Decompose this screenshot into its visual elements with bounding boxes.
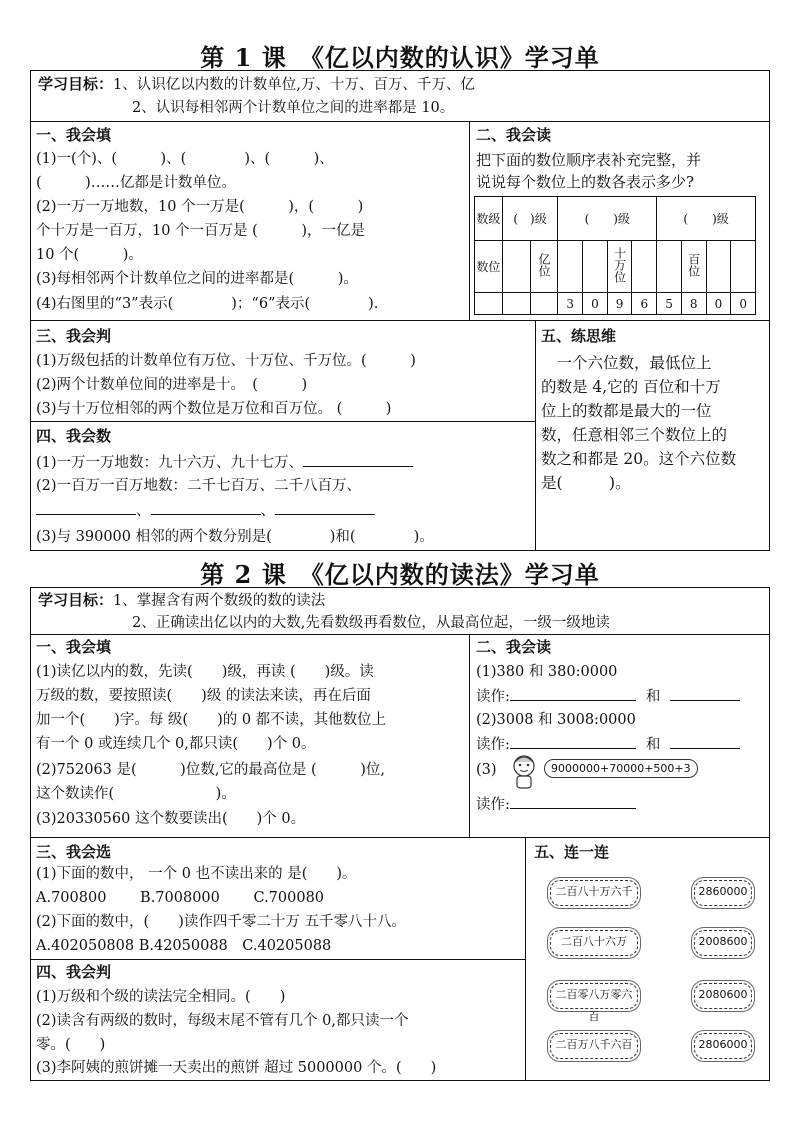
answer-blank[interactable] (670, 686, 740, 701)
row-label-place: 数位 (475, 241, 503, 293)
connect-right-card[interactable]: 2080600 (694, 983, 752, 1009)
answer-blank[interactable] (151, 500, 261, 515)
lesson2-judge-heading: 四、我会判 (36, 963, 112, 981)
judge-line: 零。( ) (36, 1037, 106, 1053)
read-label: 读作: (476, 797, 510, 813)
digit-cell: 0 (731, 293, 756, 315)
connect-left-card[interactable]: 二百八十万六千 (550, 880, 638, 906)
lesson1-fill-heading: 一、我会填 (36, 126, 112, 144)
digit-cell (502, 293, 530, 315)
lesson1-title: 第 1 课 《亿以内数的认识》学习单 (200, 43, 600, 72)
count-line-4: (3)与 390000 相邻的两个数分别是( )和( )。 (36, 529, 434, 545)
and-label: 和 (645, 689, 661, 705)
judge-line: (3)李阿姨的煎饼摊一天卖出的煎饼 超过 5000000 个。( ) (36, 1060, 437, 1076)
digit-cell: 8 (681, 293, 706, 315)
connect-left-card[interactable]: 二百八十六万 (550, 930, 638, 956)
judge-line: (2)两个计数单位间的进率是十。 ( ) (36, 377, 308, 393)
lesson2-title: 第 2 课 《亿以内数的读法》学习单 (200, 560, 600, 589)
read-label: 读作: (476, 689, 510, 705)
math-bubble: 9000000+70000+500+3 (544, 759, 698, 778)
answer-blank[interactable] (510, 734, 636, 749)
child-cartoon-icon (506, 752, 542, 790)
judge-line: (1)万级包括的计数单位有万位、十万位、千万位。( ) (36, 353, 416, 369)
place-cell (632, 241, 657, 293)
connect-right-card[interactable]: 2806000 (694, 1033, 752, 1059)
place-cell (706, 241, 731, 293)
fill-line: 个十万是一百万，10 个一百万是 ( )，一亿是 (36, 223, 365, 239)
count-line-2: (2)一百万一百万地数：二千七百万、二千八百万、 (36, 478, 362, 494)
place-shiwan: 十万位 (612, 247, 627, 283)
place-cell (731, 241, 756, 293)
goal-label: 学习目标： (38, 591, 114, 609)
think-line: 位上的数都是最大的一位 (541, 402, 712, 420)
lesson2-fill-heading: 一、我会填 (36, 638, 112, 656)
answer-blank[interactable] (36, 500, 136, 515)
place-bai: 百位 (686, 253, 701, 277)
read-intro-2: 说说每个数位上的数各表示多少? (476, 173, 695, 191)
place-cell (502, 241, 530, 293)
fill-line: 这个数读作( )。 (36, 786, 236, 802)
goal-1: 1、掌握含有两个数级的数的读法 (113, 593, 326, 609)
separator: 、 (260, 503, 275, 519)
and-label: 和 (645, 737, 661, 753)
lesson2-read-heading: 二、我会读 (476, 638, 552, 656)
place-yi: 亿位 (536, 253, 551, 277)
fill-line: (1)一(个)、( )、( )、( )、 (36, 151, 334, 167)
read-intro-1: 把下面的数位顺序表补充完整，并 (476, 151, 702, 169)
count-line-1 (36, 452, 413, 473)
think-line: 的数是 4,它的 百位和十万 (541, 378, 721, 396)
fill-line: (3)20330560 这个数要读出( )个 0。 (36, 811, 306, 827)
digit-cell: 6 (632, 293, 657, 315)
goal-2: 2、正确读出亿以内的大数,先看数级再看数位，从最高位起，一级一级地读 (132, 615, 610, 631)
goal-label: 学习目标： (38, 75, 114, 93)
read-answer-1 (476, 686, 740, 707)
digit-cell: 0 (583, 293, 608, 315)
level-cell: ( )级 (502, 197, 558, 241)
digit-cell (475, 293, 503, 315)
fill-line: 加一个( )字。每 级( )的 0 都不读，其他数位上 (36, 712, 387, 728)
fill-line: ( )……亿都是计数单位。 (36, 175, 236, 191)
place-cell (681, 241, 706, 293)
fill-line: (2)一万一万地数，10 个一万是( )，( ) (36, 199, 364, 215)
place-cell (583, 241, 608, 293)
fill-line: (3)每相邻两个计数单位之间的进率都是( )。 (36, 271, 358, 287)
digit-cell (530, 293, 558, 315)
read-line-3: (3) (476, 762, 497, 778)
lesson1-read-heading: 二、我会读 (476, 126, 552, 144)
answer-blank[interactable] (303, 452, 413, 467)
judge-line: (1)万级和个级的读法完全相同。( ) (36, 989, 286, 1005)
count-line-3 (36, 500, 375, 521)
goal-2: 2、认识每相邻两个计数单位之间的进率都是 10。 (132, 100, 455, 116)
place-cell (657, 241, 682, 293)
answer-blank[interactable] (670, 734, 740, 749)
answer-blank[interactable] (510, 794, 636, 809)
answer-blank[interactable] (275, 500, 375, 515)
fill-line: (4)右图里的“3”表示( )；“6”表示( ). (36, 296, 379, 312)
read-line-1: (1)380 和 380:0000 (476, 664, 618, 680)
lesson1-think-heading: 五、练思维 (541, 327, 617, 345)
lesson1-count-heading: 四、我会数 (36, 427, 112, 445)
connect-left-card[interactable]: 二百万八千六百 (550, 1033, 638, 1059)
place-value-table (474, 196, 756, 315)
think-line: 是( )。 (541, 474, 631, 492)
judge-line: (2)读含有两级的数时，每级末尾不管有几个 0,都只读一个 (36, 1013, 409, 1029)
choose-line: A.700800 B.7008000 C.700080 (36, 890, 325, 906)
fill-line: 10 个( )。 (36, 247, 143, 263)
lesson2-goals (38, 590, 325, 611)
goal-1: 1、认识亿以内数的计数单位,万、十万、百万、千万、亿 (113, 77, 475, 93)
fill-line: 万级的数，要按照读( )级 的读法来读，再在后面 (36, 688, 371, 704)
choose-line: (1)下面的数中， 一个 0 也不读出来的 是( )。 (36, 866, 357, 882)
lesson1-goals (38, 74, 475, 95)
think-line: 数之和都是 20。这个六位数 (541, 450, 737, 468)
think-line: 数，任意相邻三个数位上的 (541, 426, 728, 444)
level-cell: ( )级 (657, 197, 756, 241)
choose-line: A.402050808 B.42050088 C.40205088 (36, 938, 332, 954)
read-line-2: (2)3008 和 3008:0000 (476, 712, 636, 728)
fill-line: (1)读亿以内的数，先读( )级，再读 ( )级。读 (36, 664, 374, 680)
digit-cell: 3 (558, 293, 583, 315)
read-label: 读作: (476, 737, 510, 753)
answer-blank[interactable] (510, 686, 636, 701)
connect-right-card[interactable]: 2860000 (694, 880, 752, 906)
lesson2-choose-heading: 三、我会选 (36, 843, 112, 861)
connect-left-card[interactable]: 二百零八万零六百 (550, 983, 638, 1009)
fill-line: (2)752063 是( )位数,它的最高位是 ( )位, (36, 762, 385, 778)
fill-line: 有一个 0 或连续几个 0,都只读( )个 0。 (36, 736, 316, 752)
think-line: 一个六位数，最低位上 (541, 354, 712, 372)
choose-line: (2)下面的数中，( )读作四千零二十万 五千零八十八。 (36, 914, 406, 930)
digit-cell: 9 (607, 293, 632, 315)
row-label-level: 数级 (475, 197, 503, 241)
digit-cell: 5 (657, 293, 682, 315)
place-cell (558, 241, 583, 293)
connect-right-card[interactable]: 2008600 (694, 930, 752, 956)
level-cell: ( )级 (558, 197, 657, 241)
place-cell (607, 241, 632, 293)
lesson2-connect-heading: 五、连一连 (534, 843, 610, 861)
separator: 、 (136, 503, 151, 519)
digit-cell: 0 (706, 293, 731, 315)
read-answer-3 (476, 794, 636, 815)
count-line-1-text: (1)一万一万地数：九十六万、九十七万、 (36, 455, 304, 471)
judge-line: (3)与十万位相邻的两个数位是万位和百万位。 ( ) (36, 401, 392, 417)
lesson1-judge-heading: 三、我会判 (36, 327, 112, 345)
place-cell (530, 241, 558, 293)
